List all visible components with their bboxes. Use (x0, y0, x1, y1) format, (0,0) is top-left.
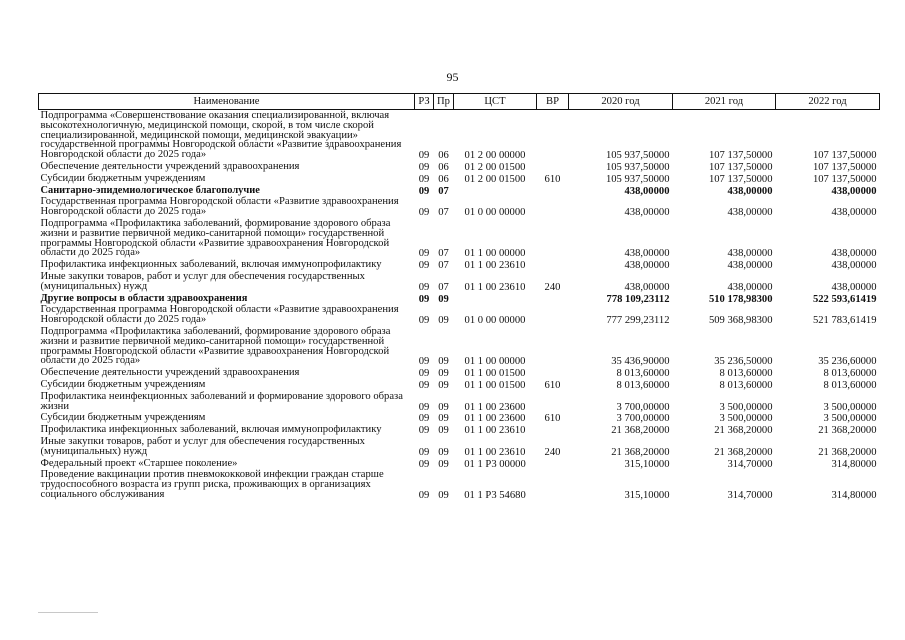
cell-2021: 438,00000 (727, 207, 773, 219)
cell-pr: 09 (438, 425, 449, 437)
cell-vr (537, 161, 569, 173)
cell-rz: 09 (418, 458, 430, 470)
cell-2020: 8 013,60000 (616, 379, 670, 391)
cell-2020: 3 700,00000 (616, 401, 670, 413)
table-row (39, 161, 880, 173)
cell-2021: 107 137,50000 (708, 150, 773, 162)
cell-2022: 3 500,00000 (823, 401, 877, 413)
table-row (39, 412, 880, 424)
cell-2022: 107 137,50000 (812, 173, 877, 185)
table-row (39, 367, 880, 379)
cell-2020: 21 368,20000 (611, 446, 670, 458)
cell-2020: 105 937,50000 (605, 161, 670, 173)
cell-pr: 07 (438, 260, 449, 272)
cell-rz: 09 (418, 185, 430, 197)
cell-name: Субсидии бюджетным учреждениям (40, 412, 206, 424)
cell-pr: 06 (438, 173, 449, 185)
header-vr: ВР (537, 94, 569, 110)
cell-2022: 438,00000 (831, 281, 877, 293)
cell-rz: 09 (418, 401, 430, 413)
cell-2022: 107 137,50000 (812, 161, 877, 173)
cell-vr (537, 458, 569, 470)
cell-name: Субсидии бюджетным учреждениям (40, 172, 206, 184)
cell-2022: 438,00000 (831, 248, 877, 260)
cell-name: Иные закупки товаров, работ и услуг для обеспечения государственных (муниципальных) нужд (40, 435, 365, 457)
cell-name: Иные закупки товаров, работ и услуг для обеспечения государственных (муниципальных) нужд (40, 270, 365, 292)
cell-cst: 01 1 P3 54680 (464, 489, 526, 501)
cell-rz: 09 (418, 248, 430, 260)
cell-vr: 240 (544, 446, 561, 458)
table-row (39, 304, 880, 326)
cell-2020: 438,00000 (624, 248, 670, 260)
cell-vr (537, 185, 569, 197)
cell-name: Государственная программа Новгородской области «Развитие здравоохранения Новгородской области до 2025 года» (40, 196, 399, 218)
cell-2022: 8 013,60000 (823, 368, 877, 380)
cell-name: Подпрограмма «Профилактика заболеваний, формирование здорового образа жизни и развитие первичной медико-санитарной помощи» государственной программы Новгородской области «Развитие здравоохранения Новгородской области до 2025 года» (40, 217, 391, 259)
table-row (39, 293, 880, 305)
cell-rz: 09 (418, 356, 430, 368)
table-row (39, 424, 880, 436)
cell-name: Обеспечение деятельности учреждений здравоохранения (40, 367, 300, 379)
cell-2021: 21 368,20000 (714, 446, 773, 458)
cell-cst: 01 1 00 23610 (464, 425, 526, 437)
table-row (39, 185, 880, 197)
cell-2021: 35 236,50000 (714, 356, 773, 368)
cell-name: Субсидии бюджетным учреждениям (40, 378, 206, 390)
cell-2022: 438,00000 (831, 185, 877, 197)
cell-cst: 01 0 00 00000 (464, 207, 526, 219)
cell-name: Санитарно-эпидемиологическое благополучие (40, 184, 260, 196)
cell-pr: 07 (438, 281, 449, 293)
cell-2020: 105 937,50000 (605, 173, 670, 185)
header-cst: ЦСТ (454, 94, 537, 110)
cell-pr: 06 (438, 161, 449, 173)
cell-cst: 01 1 00 00000 (464, 248, 526, 260)
cell-cst: 01 1 00 01500 (464, 368, 526, 380)
header-pr: Пр (434, 94, 454, 110)
page-number: 95 (446, 70, 459, 84)
cell-name: Профилактика инфекционных заболеваний, включая иммунопрофилактику (40, 259, 382, 271)
cell-2022: 21 368,20000 (818, 446, 877, 458)
cell-2021: 438,00000 (727, 281, 773, 293)
table-row (39, 326, 880, 367)
cell-rz: 09 (418, 260, 430, 272)
table-row (39, 379, 880, 391)
cell-cst: 01 1 00 23600 (464, 401, 526, 413)
cell-pr: 09 (438, 401, 449, 413)
cell-cst: 01 1 00 23610 (464, 446, 526, 458)
cell-vr (537, 196, 569, 218)
cell-2022: 521 783,61419 (812, 315, 877, 327)
cell-cst: 01 1 00 23610 (464, 281, 526, 293)
table-header-row (39, 94, 880, 110)
cell-name: Обеспечение деятельности учреждений здравоохранения (40, 160, 300, 172)
cell-cst: 01 1 00 23600 (464, 413, 526, 425)
cell-rz: 09 (418, 446, 430, 458)
cell-2022: 107 137,50000 (812, 150, 877, 162)
cell-2022: 314,80000 (831, 458, 877, 470)
cell-cst (454, 185, 537, 197)
cell-vr (537, 424, 569, 436)
cell-name: Профилактика инфекционных заболеваний, включая иммунопрофилактику (40, 424, 382, 436)
cell-rz: 09 (418, 413, 430, 425)
cell-2020: 438,00000 (624, 207, 670, 219)
cell-cst: 01 2 00 01500 (464, 173, 526, 185)
cell-2022: 3 500,00000 (823, 413, 877, 425)
cell-pr: 09 (438, 489, 449, 501)
cell-vr: 610 (544, 379, 561, 391)
cell-2022: 8 013,60000 (823, 379, 877, 391)
cell-rz: 09 (418, 315, 430, 327)
cell-2020: 438,00000 (624, 281, 670, 293)
cell-2020: 35 436,90000 (611, 356, 670, 368)
cell-pr: 09 (438, 446, 449, 458)
cell-rz: 09 (418, 425, 430, 437)
cell-2020: 778 109,23112 (606, 293, 670, 305)
cell-pr: 09 (438, 315, 449, 327)
cell-2021: 21 368,20000 (714, 425, 773, 437)
table-row (39, 110, 880, 161)
cell-cst: 01 0 00 00000 (464, 315, 526, 327)
table-row (39, 458, 880, 470)
cell-cst: 01 1 P3 00000 (464, 458, 526, 470)
cell-2020: 438,00000 (624, 185, 670, 197)
cell-rz: 09 (418, 161, 430, 173)
cell-name: Федеральный проект «Старшее поколение» (40, 457, 238, 469)
budget-table (38, 93, 880, 501)
cell-2021: 314,70000 (727, 458, 773, 470)
cell-2022: 438,00000 (831, 260, 877, 272)
cell-cst: 01 1 00 23610 (464, 260, 526, 272)
cell-pr: 09 (438, 356, 449, 368)
cell-pr: 07 (438, 248, 449, 260)
cell-cst: 01 2 00 00000 (464, 150, 526, 162)
cell-2021: 509 368,98300 (708, 315, 773, 327)
cell-vr (537, 326, 569, 367)
header-2021: 2021 год (673, 94, 776, 110)
cell-vr (537, 293, 569, 305)
header-2022: 2022 год (776, 94, 880, 110)
table-row (39, 436, 880, 458)
cell-2021: 438,00000 (727, 260, 773, 272)
cell-vr (537, 259, 569, 271)
cell-pr: 09 (438, 293, 449, 305)
cell-pr: 06 (438, 150, 449, 162)
cell-name: Подпрограмма «Профилактика заболеваний, формирование здорового образа жизни и развитие первичной медико-санитарной помощи» государственной программы Новгородской области «Развитие здравоохранения Новгородской области до 2025 года» (40, 325, 391, 367)
cell-cst: 01 2 00 01500 (464, 161, 526, 173)
cell-rz: 09 (418, 207, 430, 219)
cell-cst (454, 293, 537, 305)
table-row (39, 469, 880, 500)
table-row (39, 196, 880, 218)
cell-2022: 35 236,60000 (818, 356, 877, 368)
cell-rz: 09 (418, 150, 430, 162)
cell-2020: 105 937,50000 (605, 150, 670, 162)
cell-2021: 8 013,60000 (719, 368, 773, 380)
cell-2021: 438,00000 (727, 248, 773, 260)
cell-name: Другие вопросы в области здравоохранения (40, 292, 248, 304)
cell-2021: 314,70000 (727, 489, 773, 501)
cell-2022: 522 593,61419 (812, 293, 877, 305)
cell-cst: 01 1 00 00000 (464, 356, 526, 368)
cell-pr: 07 (438, 207, 449, 219)
header-rz: РЗ (415, 94, 434, 110)
table-row (39, 173, 880, 185)
cell-name: Проведение вакцинации против пневмококковой инфекции граждан старше трудоспособного возраста из групп риска, проживающих в организациях социального обслуживания (40, 469, 384, 500)
cell-rz: 09 (418, 173, 430, 185)
table-row (39, 259, 880, 271)
cell-name: Профилактика неинфекционных заболеваний и формирование здорового образа жизни (40, 390, 403, 412)
cell-pr: 09 (438, 368, 449, 380)
cell-pr: 07 (438, 185, 449, 197)
cell-vr: 610 (544, 413, 561, 425)
cell-rz: 09 (418, 293, 430, 305)
cell-2020: 438,00000 (624, 260, 670, 272)
cell-vr (537, 391, 569, 413)
table-row (39, 218, 880, 259)
cell-2020: 315,10000 (624, 458, 670, 470)
footer-divider (38, 612, 98, 613)
cell-vr (537, 367, 569, 379)
cell-2020: 3 700,00000 (616, 413, 670, 425)
cell-vr (537, 304, 569, 326)
header-name: Наименование (39, 94, 415, 110)
cell-2021: 510 178,98300 (708, 293, 773, 305)
cell-vr: 240 (544, 281, 561, 293)
cell-rz: 09 (418, 368, 430, 380)
cell-2020: 315,10000 (624, 489, 670, 501)
table-row (39, 271, 880, 293)
cell-rz: 09 (418, 379, 430, 391)
cell-2020: 8 013,60000 (616, 368, 670, 380)
cell-cst: 01 1 00 01500 (464, 379, 526, 391)
cell-2021: 3 500,00000 (719, 401, 773, 413)
cell-pr: 09 (438, 458, 449, 470)
cell-2022: 21 368,20000 (818, 425, 877, 437)
cell-rz: 09 (418, 489, 430, 501)
cell-vr (537, 110, 569, 161)
cell-2021: 438,00000 (727, 185, 773, 197)
cell-2021: 107 137,50000 (708, 173, 773, 185)
cell-2020: 777 299,23112 (606, 315, 670, 327)
cell-2022: 438,00000 (831, 207, 877, 219)
cell-name: Государственная программа Новгородской области «Развитие здравоохранения Новгородской области до 2025 года» (40, 304, 399, 326)
cell-pr: 09 (438, 413, 449, 425)
cell-pr: 09 (438, 379, 449, 391)
table-body (39, 110, 880, 501)
cell-vr (537, 218, 569, 259)
header-2020: 2020 год (569, 94, 673, 110)
cell-vr (537, 469, 569, 500)
cell-2022: 314,80000 (831, 489, 877, 501)
cell-2021: 3 500,00000 (719, 413, 773, 425)
cell-rz: 09 (418, 281, 430, 293)
cell-2021: 107 137,50000 (708, 161, 773, 173)
cell-2020: 21 368,20000 (611, 425, 670, 437)
table-row (39, 391, 880, 413)
cell-vr: 610 (544, 173, 561, 185)
cell-name: Подпрограмма «Совершенствование оказания специализированной, включая высокотехнологичную, медицинской помощи, скорой, в том числе скорой специализированной, медицинской помощи, медицинской эвакуации» государственной программы Новгородской области «Развитие здравоохранения Новгородской области до 2025 года» (40, 110, 402, 161)
cell-2021: 8 013,60000 (719, 379, 773, 391)
